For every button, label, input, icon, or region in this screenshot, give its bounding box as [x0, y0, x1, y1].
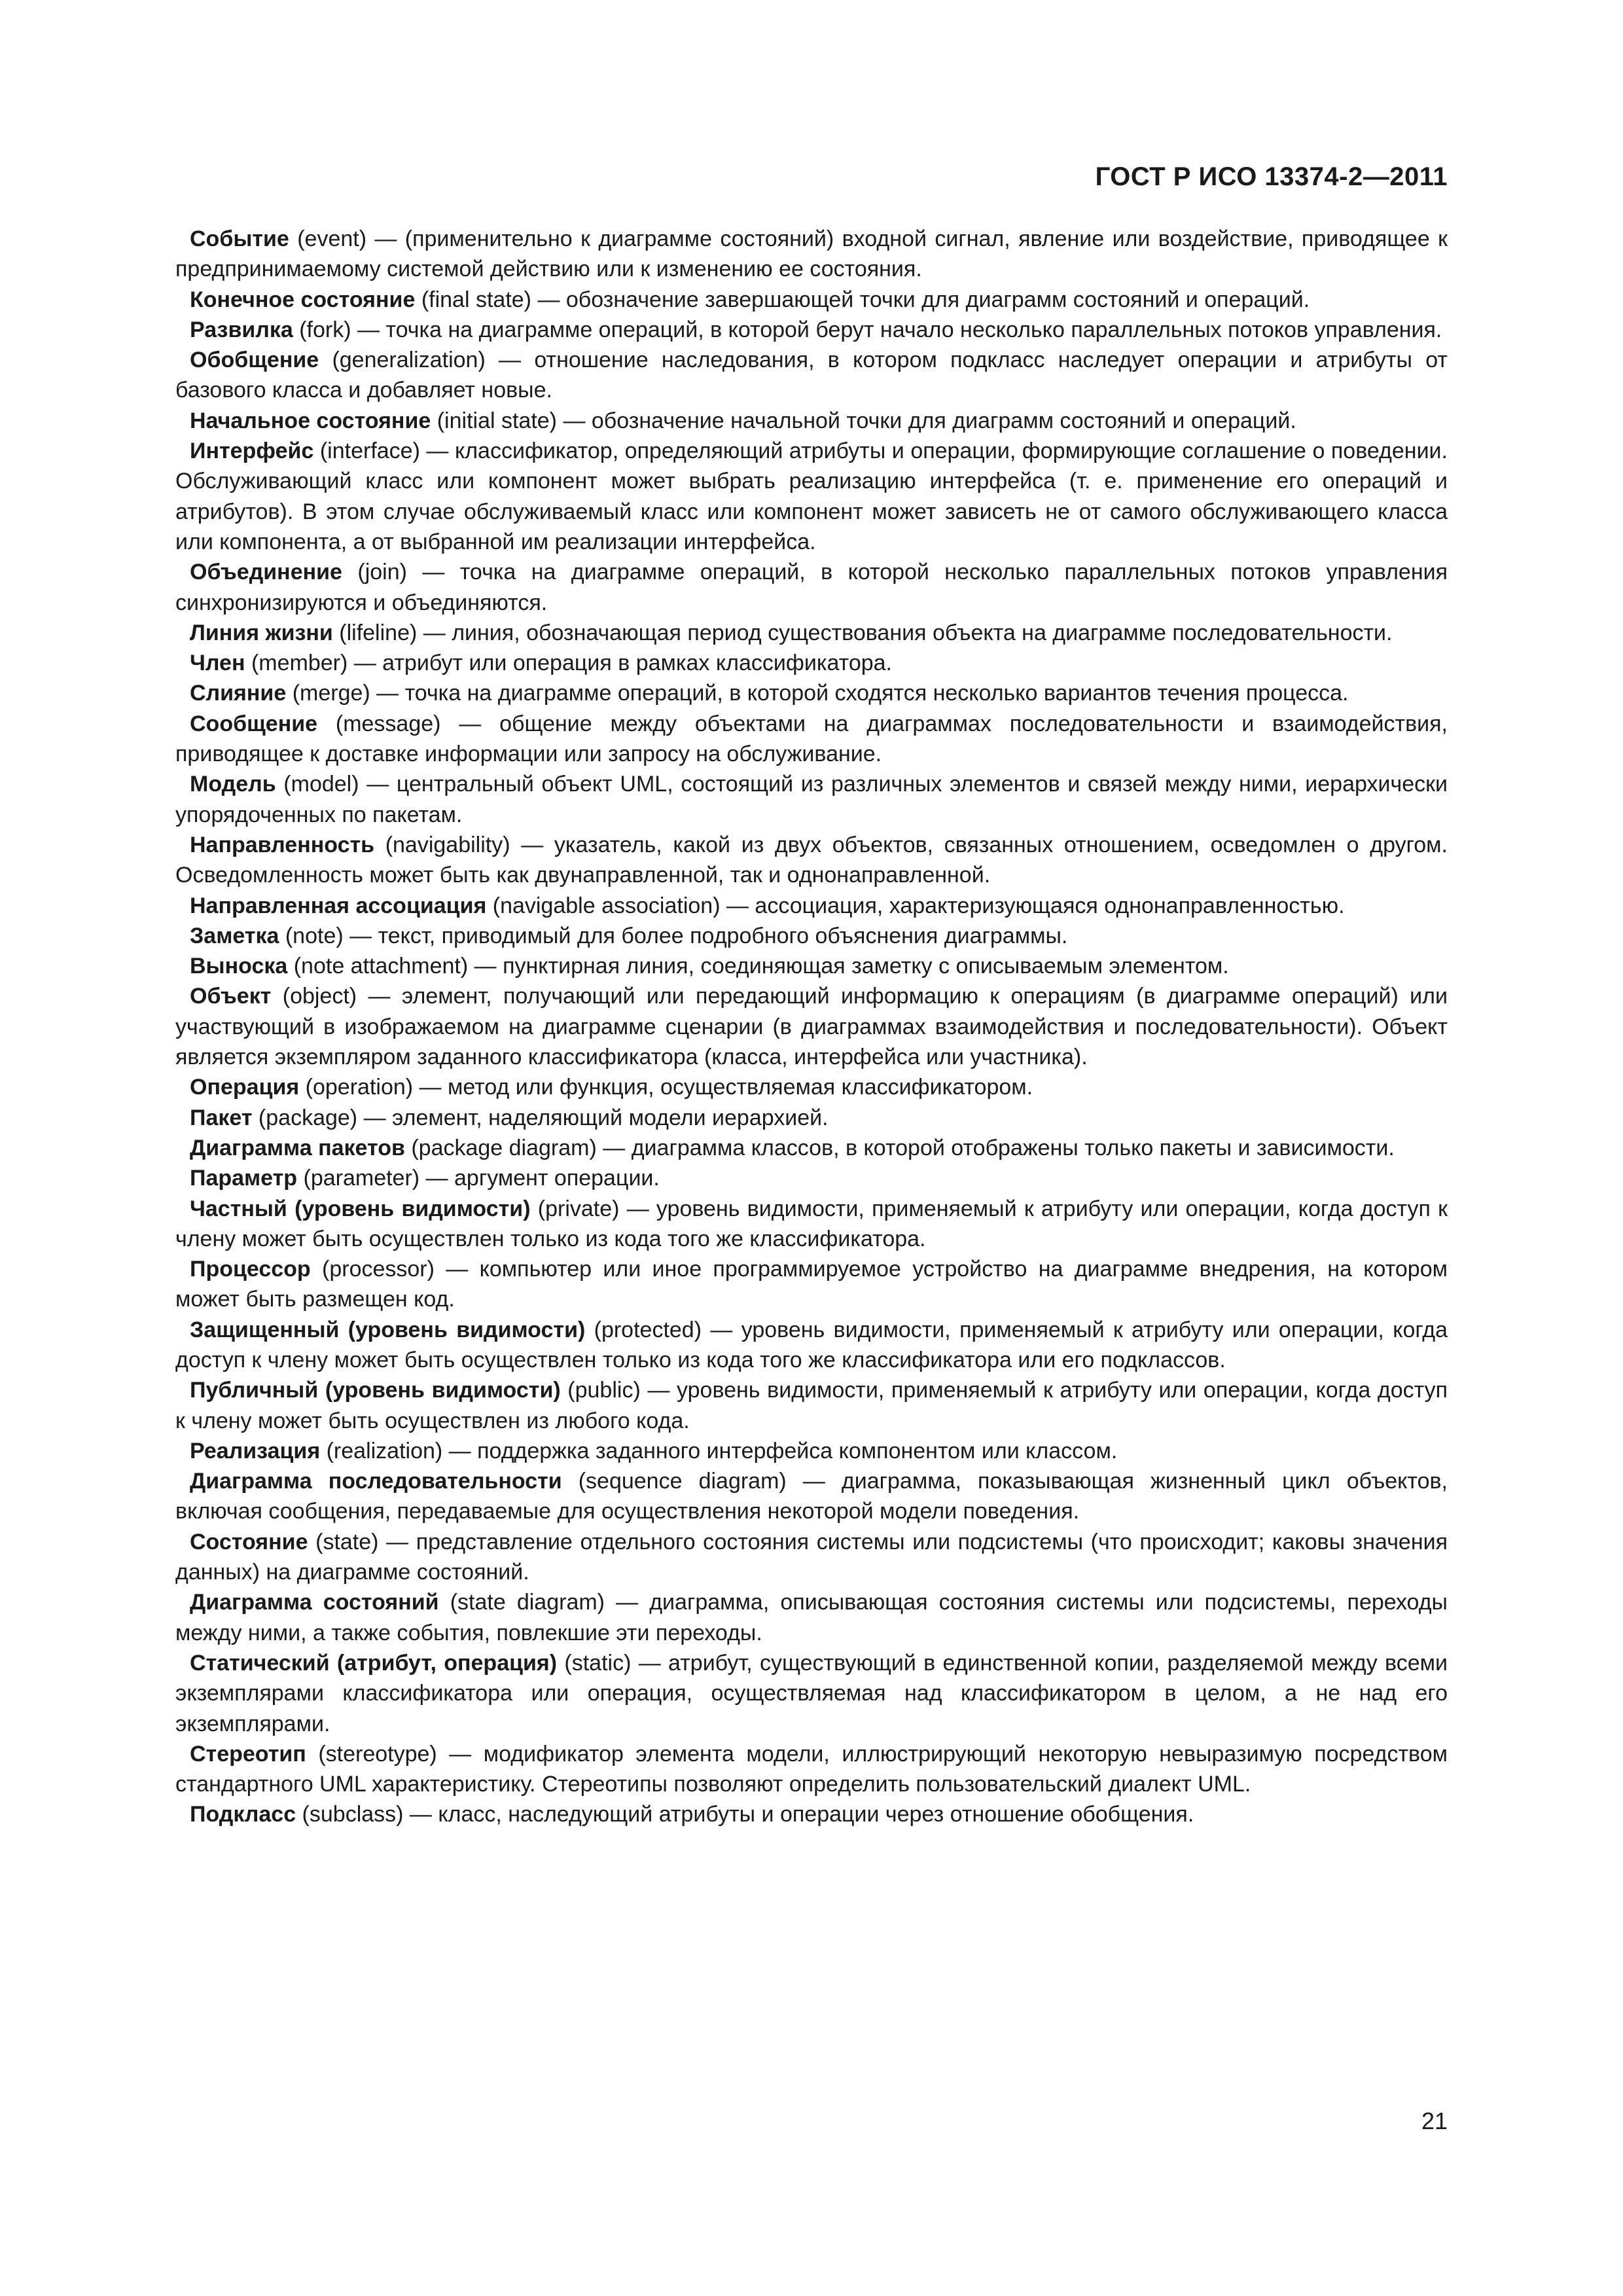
term-name: Диаграмма пакетов — [190, 1135, 405, 1160]
term-name: Конечное состояние — [190, 287, 416, 312]
term-entry — [175, 891, 1448, 921]
term-definition: (object) — элемент, получающий или передающий информацию к операциям (в диаграмме операций) или участвующий в изображаемом на диаграмме сценарии (в диаграммах взаимодействия и последовательности). Объект является экземпляром заданного классификатора (класса, интерфейса или участника). — [175, 984, 1448, 1070]
term-entry — [175, 1254, 1448, 1315]
term-entry — [175, 1527, 1448, 1588]
term-definition: (public) — уровень видимости, применяемый к атрибуту или операции, когда доступ к члену может быть осуществлен из любого кода. — [175, 1378, 1448, 1433]
term-entry — [175, 1375, 1448, 1436]
term-definition: (note attachment) — пунктирная линия, соединяющая заметку с описываемым элементом. — [287, 954, 1229, 979]
term-entry — [175, 345, 1448, 406]
term-entry — [175, 1799, 1448, 1829]
term-definition: (protected) — уровень видимости, применяемый к атрибуту или операции, когда доступ к члену может быть осуществлен только из кода того же классификатора или его подклассов. — [175, 1317, 1448, 1372]
term-name: Защищенный (уровень видимости) — [190, 1317, 586, 1342]
term-definition: (sequence diagram) — диаграмма, показывающая жизненный цикл объектов, включая сообщения, передаваемые для осуществления некоторой модели поведения. — [175, 1469, 1448, 1524]
term-entry — [175, 557, 1448, 618]
term-definition: (static) — атрибут, существующий в единственной копии, разделяемой между всеми экземплярами классификатора или операция, осуществляемая над классификатором в целом, а не над его экземплярами. — [175, 1650, 1448, 1736]
term-entry — [175, 769, 1448, 830]
term-definition: (message) — общение между объектами на диаграммах последовательности и взаимодействия, приводящее к доставке информации или запросу на обслуживание. — [175, 711, 1448, 767]
term-definition: (subclass) — класс, наследующий атрибуты и операции через отношение обобщения. — [296, 1802, 1194, 1827]
term-entry — [175, 1436, 1448, 1466]
term-definition: (final state) — обозначение завершающей точки для диаграмм состояний и операций. — [415, 287, 1310, 312]
term-entry — [175, 1587, 1448, 1648]
term-name: Выноска — [190, 954, 288, 979]
term-name: Начальное состояние — [190, 408, 431, 433]
term-definition: (generalization) — отношение наследования, в котором подкласс наследует операции и атрибуты от базового класса и добавляет новые. — [175, 348, 1448, 403]
term-name: Заметка — [190, 923, 279, 948]
term-name: Состояние — [190, 1529, 308, 1554]
term-definition: (fork) — точка на диаграмме операций, в которой берут начало несколько параллельных потоков управления. — [293, 317, 1442, 342]
term-entry — [175, 285, 1448, 315]
term-name: Сообщение — [190, 711, 318, 736]
term-definition: (navigability) — указатель, какой из двух объектов, связанных отношением, осведомлен о другом. Осведомленность может быть как двунаправленной, так и однонаправленной. — [175, 832, 1448, 888]
term-name: Объединение — [190, 560, 342, 585]
term-name: Объект — [190, 984, 272, 1009]
term-name: Стереотип — [190, 1741, 306, 1767]
term-entry — [175, 1315, 1448, 1376]
term-entry — [175, 921, 1448, 951]
term-entry — [175, 1194, 1448, 1255]
term-definition: (state diagram) — диаграмма, описывающая состояния системы или подсистемы, переходы между ними, а также события, повлекшие эти переходы. — [175, 1590, 1448, 1645]
term-name: Статический (атрибут, операция) — [190, 1650, 558, 1676]
term-name: Реализация — [190, 1438, 321, 1463]
term-definition: (package diagram) — диаграмма классов, в которой отображены только пакеты и зависимости. — [404, 1135, 1395, 1160]
term-name: Модель — [190, 772, 276, 797]
term-definition: (navigable association) — ассоциация, характеризующаяся однонаправленностью. — [486, 893, 1345, 918]
term-name: Направленность — [190, 832, 375, 857]
term-entry — [175, 678, 1448, 708]
term-name: Слияние — [190, 681, 287, 706]
term-name: Частный (уровень видимости) — [190, 1196, 531, 1221]
term-definition: (interface) — классификатор, определяющий атрибуты и операции, формирующие соглашение о поведении. Обслуживающий класс или компонент может выбрать реализацию интерфейса (т. е. применение его операций и атрибутов). В этом случае обслуживаемый класс или компонент может зависеть не от самого обслуживающего класса или компонента, а от выбранной им реализации интерфейса. — [175, 439, 1448, 554]
term-definition: (note) — текст, приводимый для более подробного объяснения диаграммы. — [279, 923, 1068, 948]
term-entry — [175, 406, 1448, 436]
term-name: Диаграмма последовательности — [190, 1469, 562, 1494]
term-name: Диаграмма состояний — [190, 1590, 439, 1615]
term-definition: (event) — (применительно к диаграмме состояний) входной сигнал, явление или воздействие, приводящее к предпринимаемому системой действию или к изменению ее состояния. — [175, 226, 1448, 282]
term-entry — [175, 618, 1448, 648]
term-name: Процессор — [190, 1257, 311, 1282]
term-definition: (operation) — метод или функция, осуществляемая классификатором. — [299, 1075, 1033, 1100]
term-name: Подкласс — [190, 1802, 296, 1827]
term-entry — [175, 1133, 1448, 1163]
term-definition: (join) — точка на диаграмме операций, в которой несколько параллельных потоков управления синхронизируются и объединяются. — [175, 560, 1448, 615]
term-name: Публичный (уровень видимости) — [190, 1378, 561, 1403]
term-name: Пакет — [190, 1105, 253, 1130]
term-entry — [175, 1103, 1448, 1133]
page-header-standard-code: ГОСТ Р ИСО 13374-2—2011 — [1095, 162, 1448, 191]
term-definition: (initial state) — обозначение начальной точки для диаграмм состояний и операций. — [431, 408, 1296, 433]
term-name: Развилка — [190, 317, 293, 342]
term-definition: (model) — центральный объект UML, состоящий из различных элементов и связей между ними, иерархически упорядоченных по пакетам. — [175, 772, 1448, 827]
term-definition: (private) — уровень видимости, применяемый к атрибуту или операции, когда доступ к члену может быть осуществлен только из кода того же классификатора. — [175, 1196, 1448, 1251]
term-name: Интерфейс — [190, 439, 314, 464]
term-name: Параметр — [190, 1166, 298, 1191]
terms-list — [175, 224, 1448, 1830]
term-definition: (package) — элемент, наделяющий модели иерархией. — [252, 1105, 829, 1130]
term-definition: (merge) — точка на диаграмме операций, в которой сходятся несколько вариантов течения процесса. — [286, 681, 1349, 706]
term-entry — [175, 436, 1448, 557]
term-entry — [175, 1739, 1448, 1800]
term-definition: (realization) — поддержка заданного интерфейса компонентом или классом. — [320, 1438, 1118, 1463]
term-definition: (lifeline) — линия, обозначающая период существования объекта на диаграмме последовательности. — [332, 620, 1393, 645]
term-entry — [175, 648, 1448, 678]
term-entry — [175, 315, 1448, 345]
term-entry — [175, 951, 1448, 981]
term-definition: (stereotype) — модификатор элемента модели, иллюстрирующий некоторую невыразимую посредством стандартного UML характеристику. Стереотипы позволяют определить пользовательский диалект UML. — [175, 1741, 1448, 1797]
term-definition: (member) — атрибут или операция в рамках классификатора. — [245, 651, 892, 676]
term-entry — [175, 1163, 1448, 1193]
term-entry — [175, 224, 1448, 285]
term-entry — [175, 709, 1448, 770]
term-name: Событие — [190, 226, 289, 251]
term-name: Направленная ассоциация — [190, 893, 487, 918]
term-definition: (processor) — компьютер или иное программируемое устройство на диаграмме внедрения, на котором может быть размещен код. — [175, 1257, 1448, 1312]
term-name: Обобщение — [190, 348, 319, 373]
term-entry — [175, 1466, 1448, 1527]
term-definition: (parameter) — аргумент операции. — [297, 1166, 660, 1191]
term-entry — [175, 1648, 1448, 1739]
term-entry — [175, 1072, 1448, 1102]
term-name: Линия жизни — [190, 620, 333, 645]
term-entry — [175, 830, 1448, 891]
term-entry — [175, 981, 1448, 1072]
term-name: Операция — [190, 1075, 300, 1100]
term-definition: (state) — представление отдельного состояния системы или подсистемы (что происходит; каковы значения данных) на диаграмме состояний. — [175, 1529, 1448, 1585]
term-name: Член — [190, 651, 245, 676]
page-number: 21 — [1421, 2108, 1448, 2134]
